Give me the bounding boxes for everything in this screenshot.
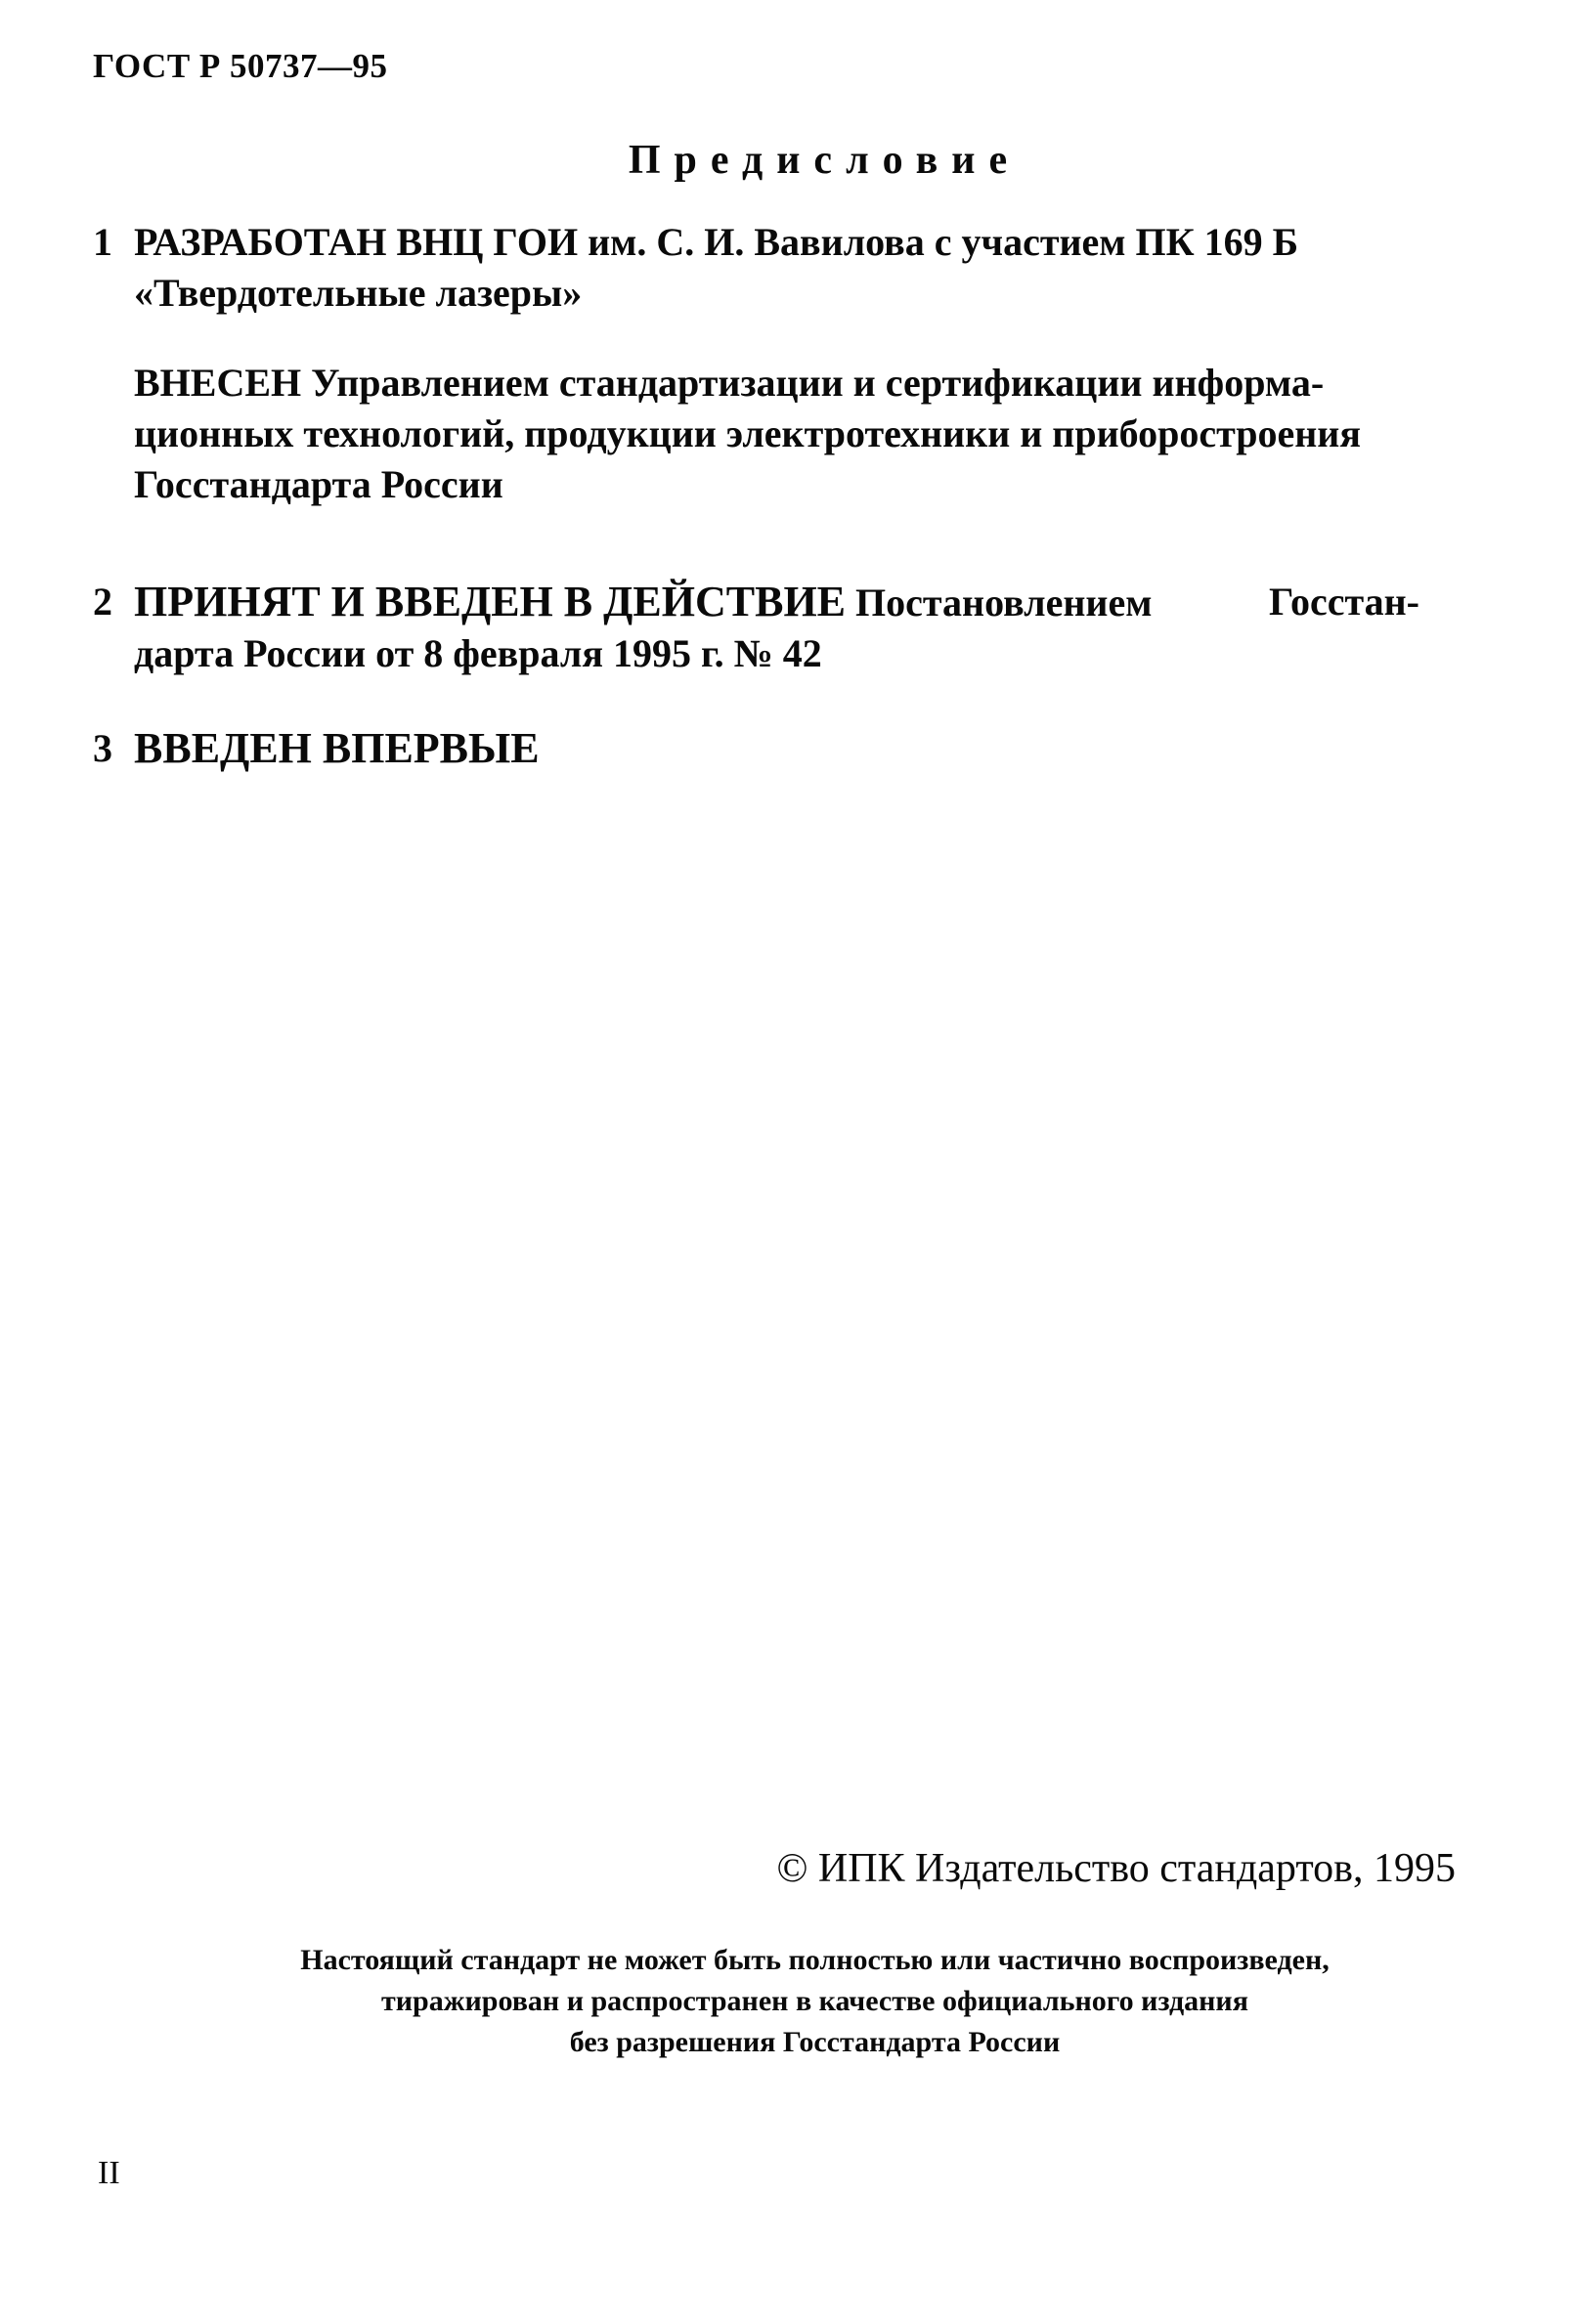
item-caps: ВВЕДЕН ВПЕРВЫЕ [134,724,540,772]
item-line: «Твердотельные лазеры» [134,271,583,315]
item-text [134,577,1462,679]
foreword-item-1 [93,217,1462,319]
reproduction-notice [0,1940,1571,2063]
item-caps: ПРИНЯТ И ВВЕДЕН В ДЕЙСТВИЕ [134,578,847,625]
item-fragment: Постановлением [855,581,1153,624]
item-line [134,577,1419,628]
item-text [134,217,1462,319]
copyright-line: © ИПК Издательство стандартов, 1995 [776,1846,1456,1891]
item-number: 2 [93,580,112,624]
standard-code: ГОСТ Р 50737—95 [93,47,388,85]
item-line: ционных технологий, продукции электротехники и приборостроения [134,411,1361,455]
item-line: ВНЕСЕН Управлением стандартизации и сертификации информа- [134,361,1325,405]
foreword-item-3 [93,723,1462,775]
item-number: 1 [93,220,112,264]
item-number: 3 [93,726,112,770]
notice-line: тиражирован и распространен в качестве официального издания [381,1985,1248,2017]
section-heading: Предисловие [628,138,1022,183]
item-line: дарта России от 8 февраля 1995 г. № 42 [134,631,822,675]
notice-line: без разрешения Госстандарта России [569,2026,1061,2058]
item-line: РАЗРАБОТАН ВНЦ ГОИ им. С. И. Вавилова с участием ПК 169 Б [134,220,1299,264]
item-line: Госстандарта России [134,462,503,506]
foreword-introduced-by [134,358,1462,510]
notice-line: Настоящий стандарт не может быть полностью или частично воспроизведен, [300,1944,1330,1976]
item-text [134,723,1462,775]
item-fragment: Госстан- [1269,580,1419,624]
page-number: II [98,2155,120,2191]
foreword-item-2 [93,577,1462,679]
